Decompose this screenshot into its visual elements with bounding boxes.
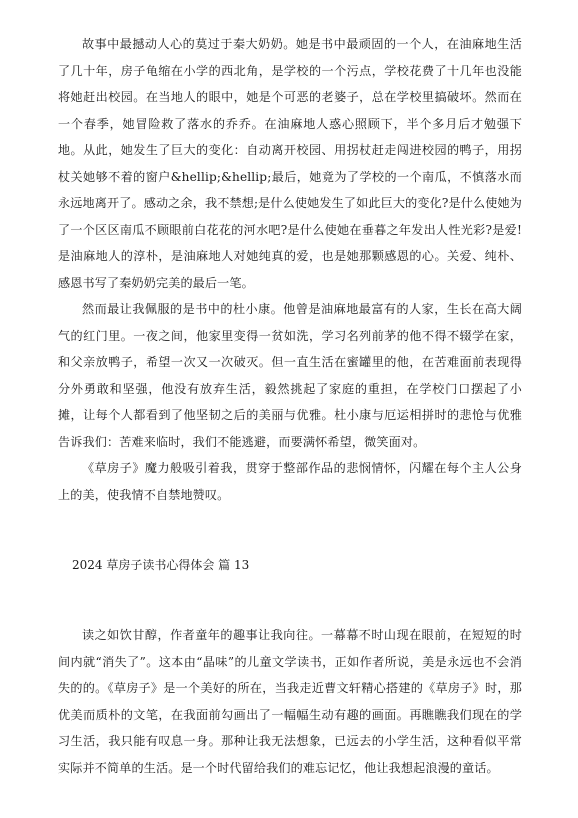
- document-page: [58, 31, 522, 781]
- section-heading: 2024 草房子读书心得体会 篇 13: [72, 558, 250, 572]
- body-paragraph: 然而最让我佩服的是书中的杜小康。他曾是油麻地最富有的人家，生长在高大阔气的红门里。一夜之间，他家里变得一贫如洗，学习名列前茅的他不得不辍学在家，和父亲放鸭子，希望一次又一次破灭。但一直生活在蜜罐里的他，在苦难面前表现得分外勇敢和坚强，他没有放弃生活，毅然挑起了家庭的重担，在学校门口摆起了小摊，让每个人都看到了他坚韧之后的美丽与优雅。杜小康与厄运相拼时的悲怆与优雅告诉我们：苦难来临时，我们不能逃避，而要满怀希望，微笑面对。: [58, 302, 522, 449]
- body-paragraph: 《草房子》魔力般吸引着我，贯穿于整部作品的悲悯情怀，闪耀在每个主人公身上的美，使我情不自禁地赞叹。: [58, 461, 522, 502]
- body-paragraph: 故事中最撼动人心的莫过于秦大奶奶。她是书中最顽固的一个人，在油麻地生活了几十年，房子龟缩在小学的西北角，是学校的一个污点，学校花费了十几年也没能将她赶出校园。在当地人的眼中，她是个可恶的老婆子，总在学校里搞破坏。然而在一个春季，她冒险救了落水的乔乔。在油麻地人惑心照顾下，半个多月后才勉强下地。从此，她发生了巨大的变化：自动离开校园、用拐杖赶走闯进校园的鸭子，用拐杖关她够不着的窗户&hellip;&hellip;最后，她竟为了学校的一个南瓜，不慎落水而永远地离开了。感动之余，我不禁想;是什么使她发生了如此巨大的变化?是什么使她为了一个区区南瓜不顾眼前白花花的河水吧?是什么使她在垂暮之年发出人性光彩?是爱!是油麻地人的淳朴，是油麻地人对她纯真的爱，也是她那颗感恩的心。关爱、纯朴、感恩书写了秦奶奶完美的最后一笔。: [58, 37, 522, 290]
- body-paragraph: 读之如饮甘醇，作者童年的趣事让我向往。一幕幕不时山现在眼前，在短短的时间内就“消失了”。这本由“晶味”的儿童文学读书，正如作者所说，美是永远也不会消失的的。《草房子》是一个美好的所在，当我走近曹文轩精心搭建的《草房子》时，那优美而质朴的文笔，在我面前勾画出了一幅幅生动有趣的画面。再瞧瞧我们现在的学习生活，我只能有叹息一身。那种让我无法想象，已远去的小学生活，这种看似平常实际并不简单的生活。是一个时代留给我们的难忘记忆，他让我想起浪漫的童话。: [58, 628, 522, 775]
